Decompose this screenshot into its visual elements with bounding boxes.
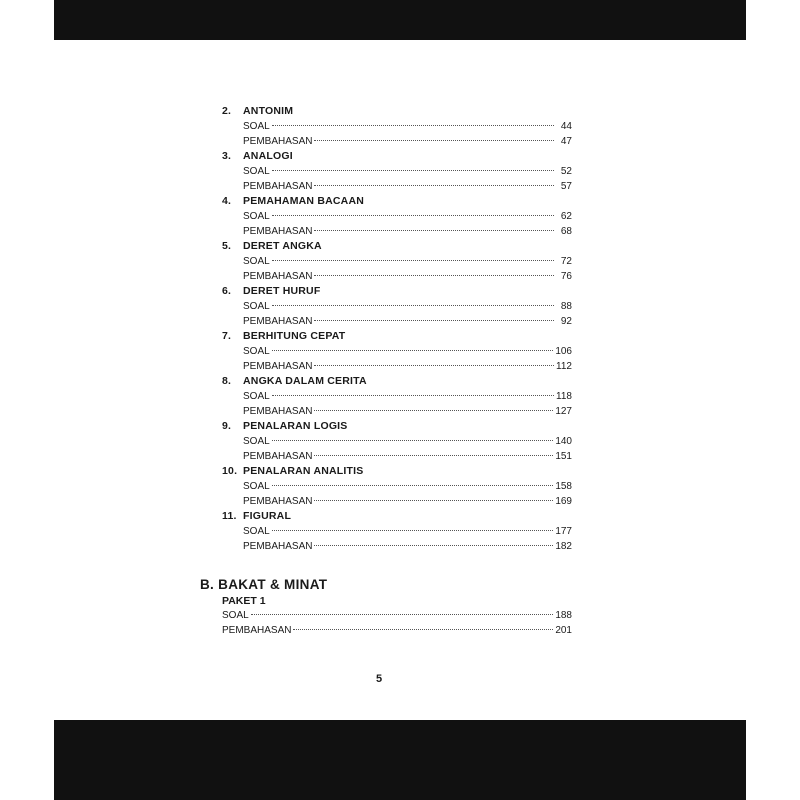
section-number: 9. (222, 420, 232, 432)
toc-row-label: SOAL (243, 391, 270, 402)
dot-leader (293, 629, 553, 630)
section-number: 7. (222, 330, 232, 342)
section-title: DERET HURUF (243, 285, 321, 297)
toc-section-heading (222, 329, 572, 344)
dot-leader (314, 455, 553, 456)
section-title: PEMAHAMAN BACAAN (243, 195, 365, 207)
toc-row-label: PEMBAHASAN (243, 496, 313, 507)
toc-section-heading (222, 239, 572, 254)
toc-row (222, 434, 572, 449)
page-number: 5 (375, 673, 383, 685)
toc-section-heading (222, 284, 572, 299)
toc-row (222, 494, 572, 509)
toc-section (222, 194, 572, 239)
toc-row (222, 164, 572, 179)
toc-row-label: SOAL (243, 256, 270, 267)
toc-section-heading (222, 194, 572, 209)
toc-row-page: 158 (555, 481, 572, 492)
top-black-band (54, 0, 746, 40)
toc-section (222, 239, 572, 284)
section-number: 2. (222, 105, 232, 117)
part-b-section (200, 576, 572, 638)
part-b-subtitle: PAKET 1 (222, 595, 266, 607)
dot-leader (272, 170, 554, 171)
toc-row-label: SOAL (243, 166, 270, 177)
dot-leader (314, 185, 554, 186)
dot-leader (314, 500, 553, 501)
section-title: BERHITUNG CEPAT (243, 330, 346, 342)
toc-row-page: 169 (555, 496, 572, 507)
section-number: 3. (222, 150, 232, 162)
section-title: PENALARAN ANALITIS (243, 465, 364, 477)
toc-row-page: 57 (560, 181, 572, 192)
toc-row (222, 209, 572, 224)
toc-row (222, 299, 572, 314)
toc-row-page: 118 (556, 391, 572, 402)
section-number: 11. (222, 510, 237, 522)
toc-row-page: 151 (555, 451, 572, 462)
toc-row-label: SOAL (243, 526, 270, 537)
toc-row-page: 72 (560, 256, 572, 267)
dot-leader (272, 125, 554, 126)
dot-leader (251, 614, 554, 615)
bottom-black-band (54, 720, 746, 800)
toc-row-page: 76 (560, 271, 572, 282)
toc-row-label: SOAL (222, 610, 249, 621)
dot-leader (272, 395, 554, 396)
toc-row-page: 47 (560, 136, 572, 147)
toc-row-page: 92 (560, 316, 572, 327)
toc-section (222, 329, 572, 374)
toc-row-page: 112 (556, 361, 572, 372)
dot-leader (272, 440, 554, 441)
part-b-title: B. BAKAT & MINAT (200, 577, 328, 592)
toc-section (222, 149, 572, 194)
toc-section (222, 104, 572, 149)
toc-row (222, 224, 572, 239)
toc-row-page: 88 (560, 301, 572, 312)
dot-leader (272, 305, 554, 306)
toc-row (222, 539, 572, 554)
dot-leader (272, 260, 554, 261)
toc-row (222, 524, 572, 539)
toc-section-heading (222, 149, 572, 164)
toc-row-page: 188 (555, 610, 572, 621)
dot-leader (272, 215, 554, 216)
toc-row-label: PEMBAHASAN (243, 361, 313, 372)
toc-row-page: 68 (560, 226, 572, 237)
toc-row-label: SOAL (243, 301, 270, 312)
toc-row-page: 182 (555, 541, 572, 552)
dot-leader (314, 230, 554, 231)
toc-row (222, 359, 572, 374)
toc-row-label: SOAL (243, 346, 270, 357)
toc-section (222, 284, 572, 329)
toc-row-label: PEMBAHASAN (243, 271, 313, 282)
toc-row-label: PEMBAHASAN (243, 136, 313, 147)
toc-row-label: SOAL (243, 436, 270, 447)
toc-row-label: SOAL (243, 481, 270, 492)
toc-row (222, 134, 572, 149)
toc-row-label: PEMBAHASAN (243, 181, 313, 192)
toc-row (222, 389, 572, 404)
section-title: DERET ANGKA (243, 240, 322, 252)
toc-row (222, 179, 572, 194)
toc-section-heading (222, 104, 572, 119)
dot-leader (272, 485, 554, 486)
toc-row-page: 106 (555, 346, 572, 357)
section-number: 5. (222, 240, 232, 252)
toc-row-page: 52 (560, 166, 572, 177)
toc-row-label: SOAL (243, 121, 270, 132)
section-title: FIGURAL (243, 510, 292, 522)
table-of-contents (222, 104, 572, 554)
dot-leader (314, 140, 554, 141)
toc-row-page: 127 (555, 406, 572, 417)
dot-leader (314, 275, 554, 276)
section-number: 10. (222, 465, 238, 477)
toc-section (222, 509, 572, 554)
toc-row-label: PEMBAHASAN (222, 625, 292, 636)
toc-row (222, 479, 572, 494)
toc-section-heading (222, 464, 572, 479)
dot-leader (314, 320, 554, 321)
dot-leader (272, 530, 554, 531)
section-number: 4. (222, 195, 232, 207)
dot-leader (314, 365, 554, 366)
dot-leader (314, 545, 553, 546)
toc-row (222, 404, 572, 419)
toc-row (222, 344, 572, 359)
toc-row (222, 269, 572, 284)
section-title: ANTONIM (243, 105, 294, 117)
toc-section-heading (222, 374, 572, 389)
toc-section-heading (222, 419, 572, 434)
section-number: 6. (222, 285, 232, 297)
toc-row-label: PEMBAHASAN (243, 541, 313, 552)
toc-row-label: PEMBAHASAN (243, 406, 313, 417)
toc-section (222, 464, 572, 509)
toc-row (222, 119, 572, 134)
toc-row-page: 62 (560, 211, 572, 222)
toc-row-label: PEMBAHASAN (243, 226, 313, 237)
dot-leader (272, 350, 554, 351)
section-title: PENALARAN LOGIS (243, 420, 348, 432)
toc-row-label: PEMBAHASAN (243, 316, 313, 327)
toc-row-page: 44 (560, 121, 572, 132)
toc-row (200, 623, 572, 638)
toc-row-label: SOAL (243, 211, 270, 222)
dot-leader (314, 410, 553, 411)
toc-section-heading (222, 509, 572, 524)
section-title: ANALOGI (243, 150, 293, 162)
section-number: 8. (222, 375, 232, 387)
section-title: ANGKA DALAM CERITA (243, 375, 367, 387)
toc-row-label: PEMBAHASAN (243, 451, 313, 462)
toc-row-page: 140 (555, 436, 572, 447)
toc-row (222, 314, 572, 329)
toc-row-page: 201 (555, 625, 572, 636)
toc-row (222, 254, 572, 269)
toc-row (222, 449, 572, 464)
toc-section (222, 419, 572, 464)
toc-row-page: 177 (555, 526, 572, 537)
toc-section (222, 374, 572, 419)
toc-row (200, 608, 572, 623)
